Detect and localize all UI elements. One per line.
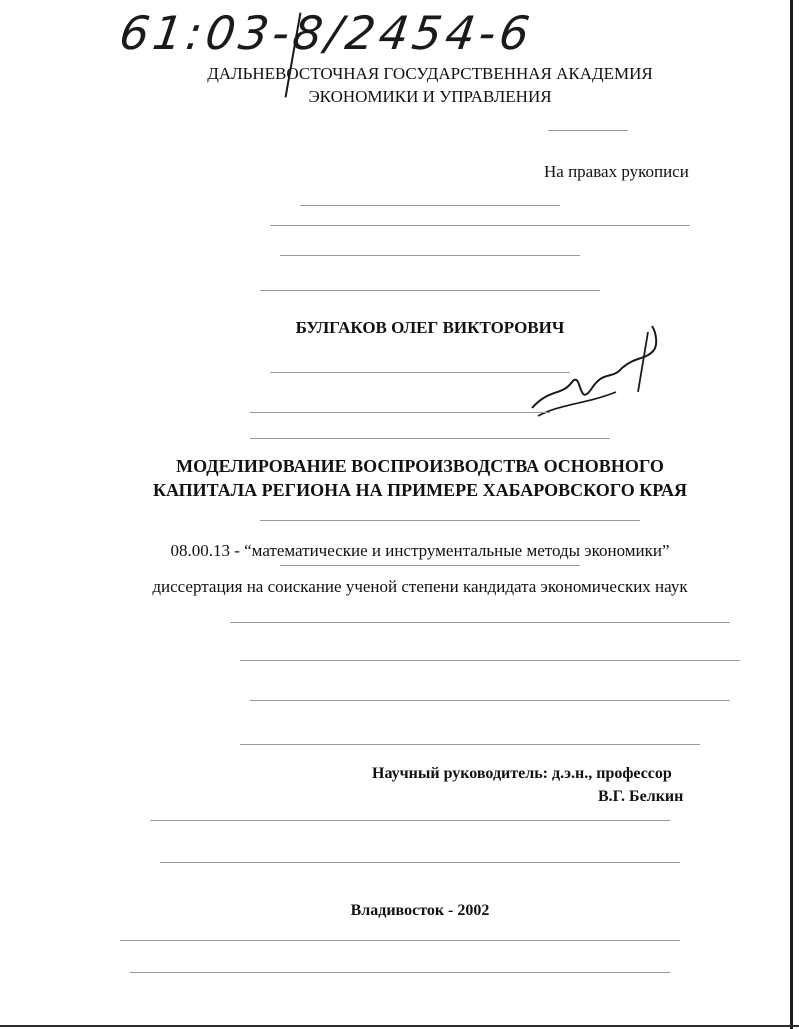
city-year: Владивосток - 2002: [350, 902, 490, 919]
organization-line-2: ЭКОНОМИКИ И УПРАВЛЕНИЯ: [308, 87, 552, 106]
author-name: БУЛГАКОВ ОЛЕГ ВИКТОРОВИЧ: [295, 318, 565, 337]
scan-noise: [120, 940, 680, 941]
scan-noise: [150, 820, 670, 821]
scan-noise: [240, 744, 700, 745]
dissertation-title-line-1: МОДЕЛИРОВАНИЕ ВОСПРОИЗВОДСТВА ОСНОВНОГО: [176, 456, 664, 476]
scan-noise: [260, 520, 640, 521]
supervisor-name: В.Г. Белкин: [598, 788, 684, 805]
supervisor-title: Научный руководитель: д.э.н., профессор: [372, 765, 672, 782]
rights-note: На правах рукописи: [544, 162, 689, 181]
specialty-code: 08.00.13 - “математические и инструментальные методы экономики”: [170, 541, 670, 560]
scan-noise: [160, 862, 680, 863]
scan-border-bottom: [0, 1025, 799, 1027]
scan-noise: [230, 622, 730, 623]
scan-noise: [130, 972, 670, 973]
organization-line-1: ДАЛЬНЕВОСТОЧНАЯ ГОСУДАРСТВЕННАЯ АКАДЕМИЯ: [207, 64, 653, 83]
scan-noise: [240, 660, 740, 661]
scan-noise: [250, 412, 550, 413]
scan-border-right: [790, 0, 793, 1029]
scan-noise: [250, 700, 730, 701]
scan-noise: [280, 255, 580, 256]
scan-noise: [548, 130, 628, 131]
scan-noise: [250, 438, 610, 439]
scan-noise: [300, 205, 560, 206]
scan-noise: [270, 372, 570, 373]
dissertation-note: диссертация на соискание ученой степени кандидата экономических наук: [152, 577, 688, 596]
scan-noise: [280, 565, 580, 566]
dissertation-title-line-2: КАПИТАЛА РЕГИОНА НА ПРИМЕРЕ ХАБАРОВСКОГО КРАЯ: [153, 480, 687, 500]
scan-noise: [270, 225, 690, 226]
handwritten-archive-number: 61:03-8/2454-6: [116, 6, 537, 60]
scan-noise: [260, 290, 600, 291]
